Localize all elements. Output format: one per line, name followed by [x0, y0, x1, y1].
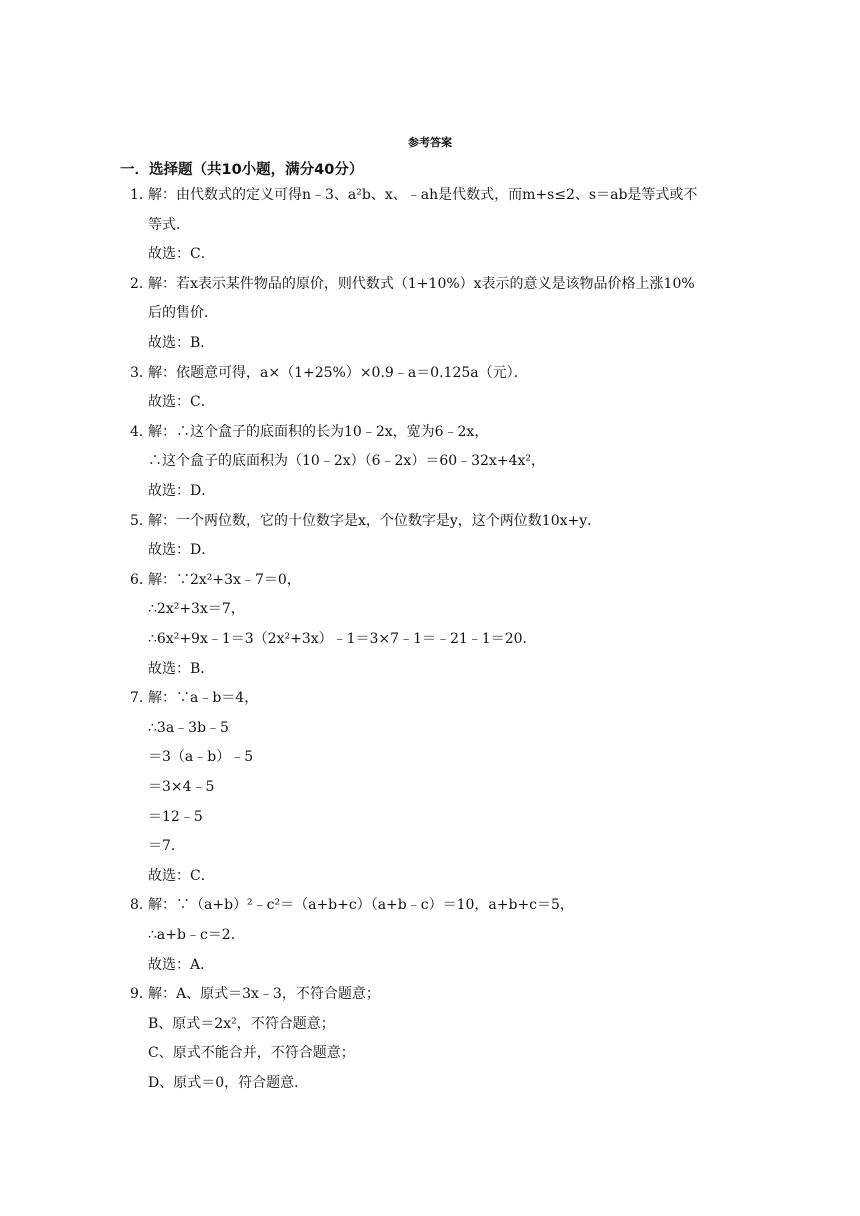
answer-continuation-line: 故选：C．	[148, 394, 215, 411]
answer-solution-line: 解：由代数式的定义可得n﹣3、a²b、x、﹣ah是代数式，而m+s≤2、s＝ab是等式或不	[148, 187, 698, 203]
answer-solution-line: 解：一个两位数，它的十位数字是x，个位数字是y，这个两位数10x+y．	[148, 512, 602, 529]
answer-continuation-line: B、原式＝2x²，不符合题意；	[148, 1015, 335, 1032]
answer-continuation-line: C、原式不能合并，不符合题意；	[148, 1045, 355, 1062]
answer-number: 9．	[130, 986, 153, 1003]
answer-continuation-line: 故选：C．	[148, 246, 215, 263]
answer-solution-line: 解：A、原式＝3x﹣3，不符合题意；	[148, 986, 380, 1003]
answer-continuation-line: 故选：B．	[148, 335, 215, 351]
answer-solution-line: 解：∵2x²+3x﹣7＝0，	[148, 571, 301, 588]
answer-continuation-line: 等式．	[148, 216, 190, 233]
section-heading: 一．选择题（共10小题，满分40分）	[120, 162, 364, 178]
answer-continuation-line: 故选：D．	[148, 483, 216, 499]
answer-number: 4．	[130, 423, 153, 440]
answer-continuation-line: ＝12﹣5	[148, 808, 203, 825]
answer-solution-line: 解：若x表示某件物品的原价，则代数式（1+10%）x表示的意义是该物品价格上涨10%	[148, 275, 695, 292]
page-title: 参考答案	[408, 136, 452, 149]
answer-continuation-line: ＝7．	[148, 838, 185, 855]
answer-continuation-line: 故选：D．	[148, 542, 216, 559]
answer-continuation-line: 故选：B．	[148, 660, 215, 677]
answer-continuation-line: 后的售价．	[148, 305, 218, 322]
answer-number: 1．	[130, 187, 153, 203]
answer-continuation-line: ∴这个盒子的底面积为（10﹣2x）（6﹣2x）＝60﹣32x+4x²，	[148, 453, 545, 470]
answer-continuation-line: ∴3a﹣3b﹣5	[148, 719, 229, 736]
answer-continuation-line: ＝3×4﹣5	[148, 779, 215, 795]
answer-solution-line: 解：依题意可得，a×（1+25%）×0.9﹣a＝0.125a（元）．	[148, 364, 528, 381]
answer-continuation-line: ∴a+b﹣c＝2．	[148, 927, 245, 943]
answer-number: 6．	[130, 571, 153, 588]
answer-continuation-line: ∴6x²+9x﹣1＝3（2x²+3x）﹣1＝3×7﹣1＝﹣21﹣1＝20．	[148, 631, 537, 647]
answer-solution-line: 解：∵（a+b）²﹣c²＝（a+b+c）（a+b﹣c）＝10，a+b+c＝5，	[148, 897, 574, 914]
answer-number: 3．	[130, 364, 153, 381]
answer-continuation-line: 故选：C．	[148, 867, 215, 884]
answer-continuation-line: D、原式＝0，符合题意．	[148, 1075, 309, 1091]
answer-continuation-line: 故选：A．	[148, 956, 215, 973]
answer-number: 7．	[130, 690, 153, 707]
answer-number: 5．	[130, 512, 153, 529]
answer-continuation-line: ＝3（a﹣b）﹣5	[148, 749, 254, 766]
answer-number: 8．	[130, 897, 153, 914]
answer-solution-line: 解：∴这个盒子的底面积的长为10﹣2x，宽为6﹣2x，	[148, 423, 489, 440]
answer-number: 2．	[130, 275, 153, 292]
answer-continuation-line: ∴2x²+3x＝7，	[148, 601, 245, 618]
answer-solution-line: 解：∵a﹣b＝4，	[148, 690, 259, 707]
